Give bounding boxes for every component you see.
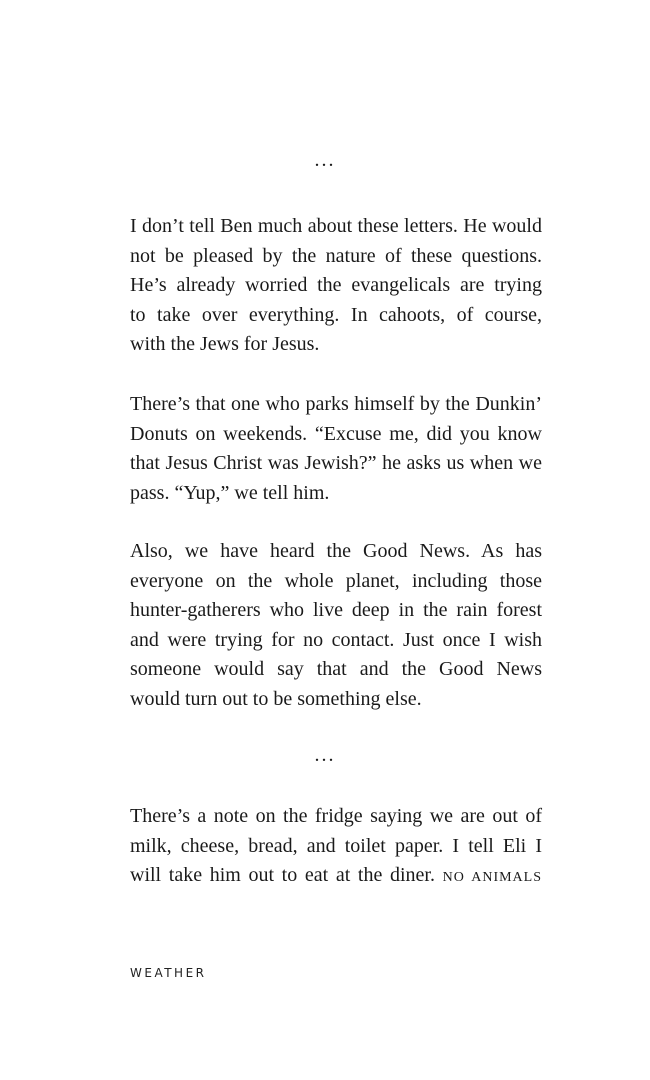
text-line-with-smallcaps	[130, 861, 542, 893]
text-line: There’s that one who parks himself by the Dunkin’	[130, 393, 542, 415]
text-line: Donuts on weekends. “Excuse me, did you know	[130, 422, 542, 445]
text-line: would turn out to be something else.	[130, 687, 422, 710]
text-line: He’s already worried the evangelicals are trying	[130, 274, 542, 296]
paragraph-3	[130, 537, 542, 714]
text-line: Also, we have heard the Good News. As has	[130, 540, 542, 562]
section-separator: ...	[314, 744, 336, 766]
running-footer: WEATHER	[130, 966, 207, 980]
section-separator: ...	[314, 149, 336, 171]
smallcaps-text: NO ANIMALS	[442, 870, 542, 885]
text-line: everyone on the whole planet, including those	[130, 569, 542, 592]
paragraph-4	[130, 802, 542, 893]
paragraph-1	[130, 212, 542, 360]
paragraph-2	[130, 390, 542, 508]
text-line: hunter-gatherers who live deep in the rain forest	[130, 599, 542, 621]
text-line: to take over everything. In cahoots, of course,	[130, 303, 542, 326]
text-line: and were trying for no contact. Just once I wish	[130, 628, 542, 651]
text-line: There’s a note on the fridge saying we are out of	[130, 805, 542, 827]
text-line: not be pleased by the nature of these questions.	[130, 244, 542, 267]
text-line: with the Jews for Jesus.	[130, 333, 320, 355]
text-line: milk, cheese, bread, and toilet paper. I tell Eli I	[130, 834, 542, 857]
text-segment: will take him out to eat at the diner.	[130, 864, 435, 886]
text-line: I don’t tell Ben much about these letters. He would	[130, 215, 542, 237]
text-line: pass. “Yup,” we tell him.	[130, 481, 330, 504]
text-line: someone would say that and the Good News	[130, 658, 542, 680]
text-line: that Jesus Christ was Jewish?” he asks us when we	[130, 452, 542, 474]
